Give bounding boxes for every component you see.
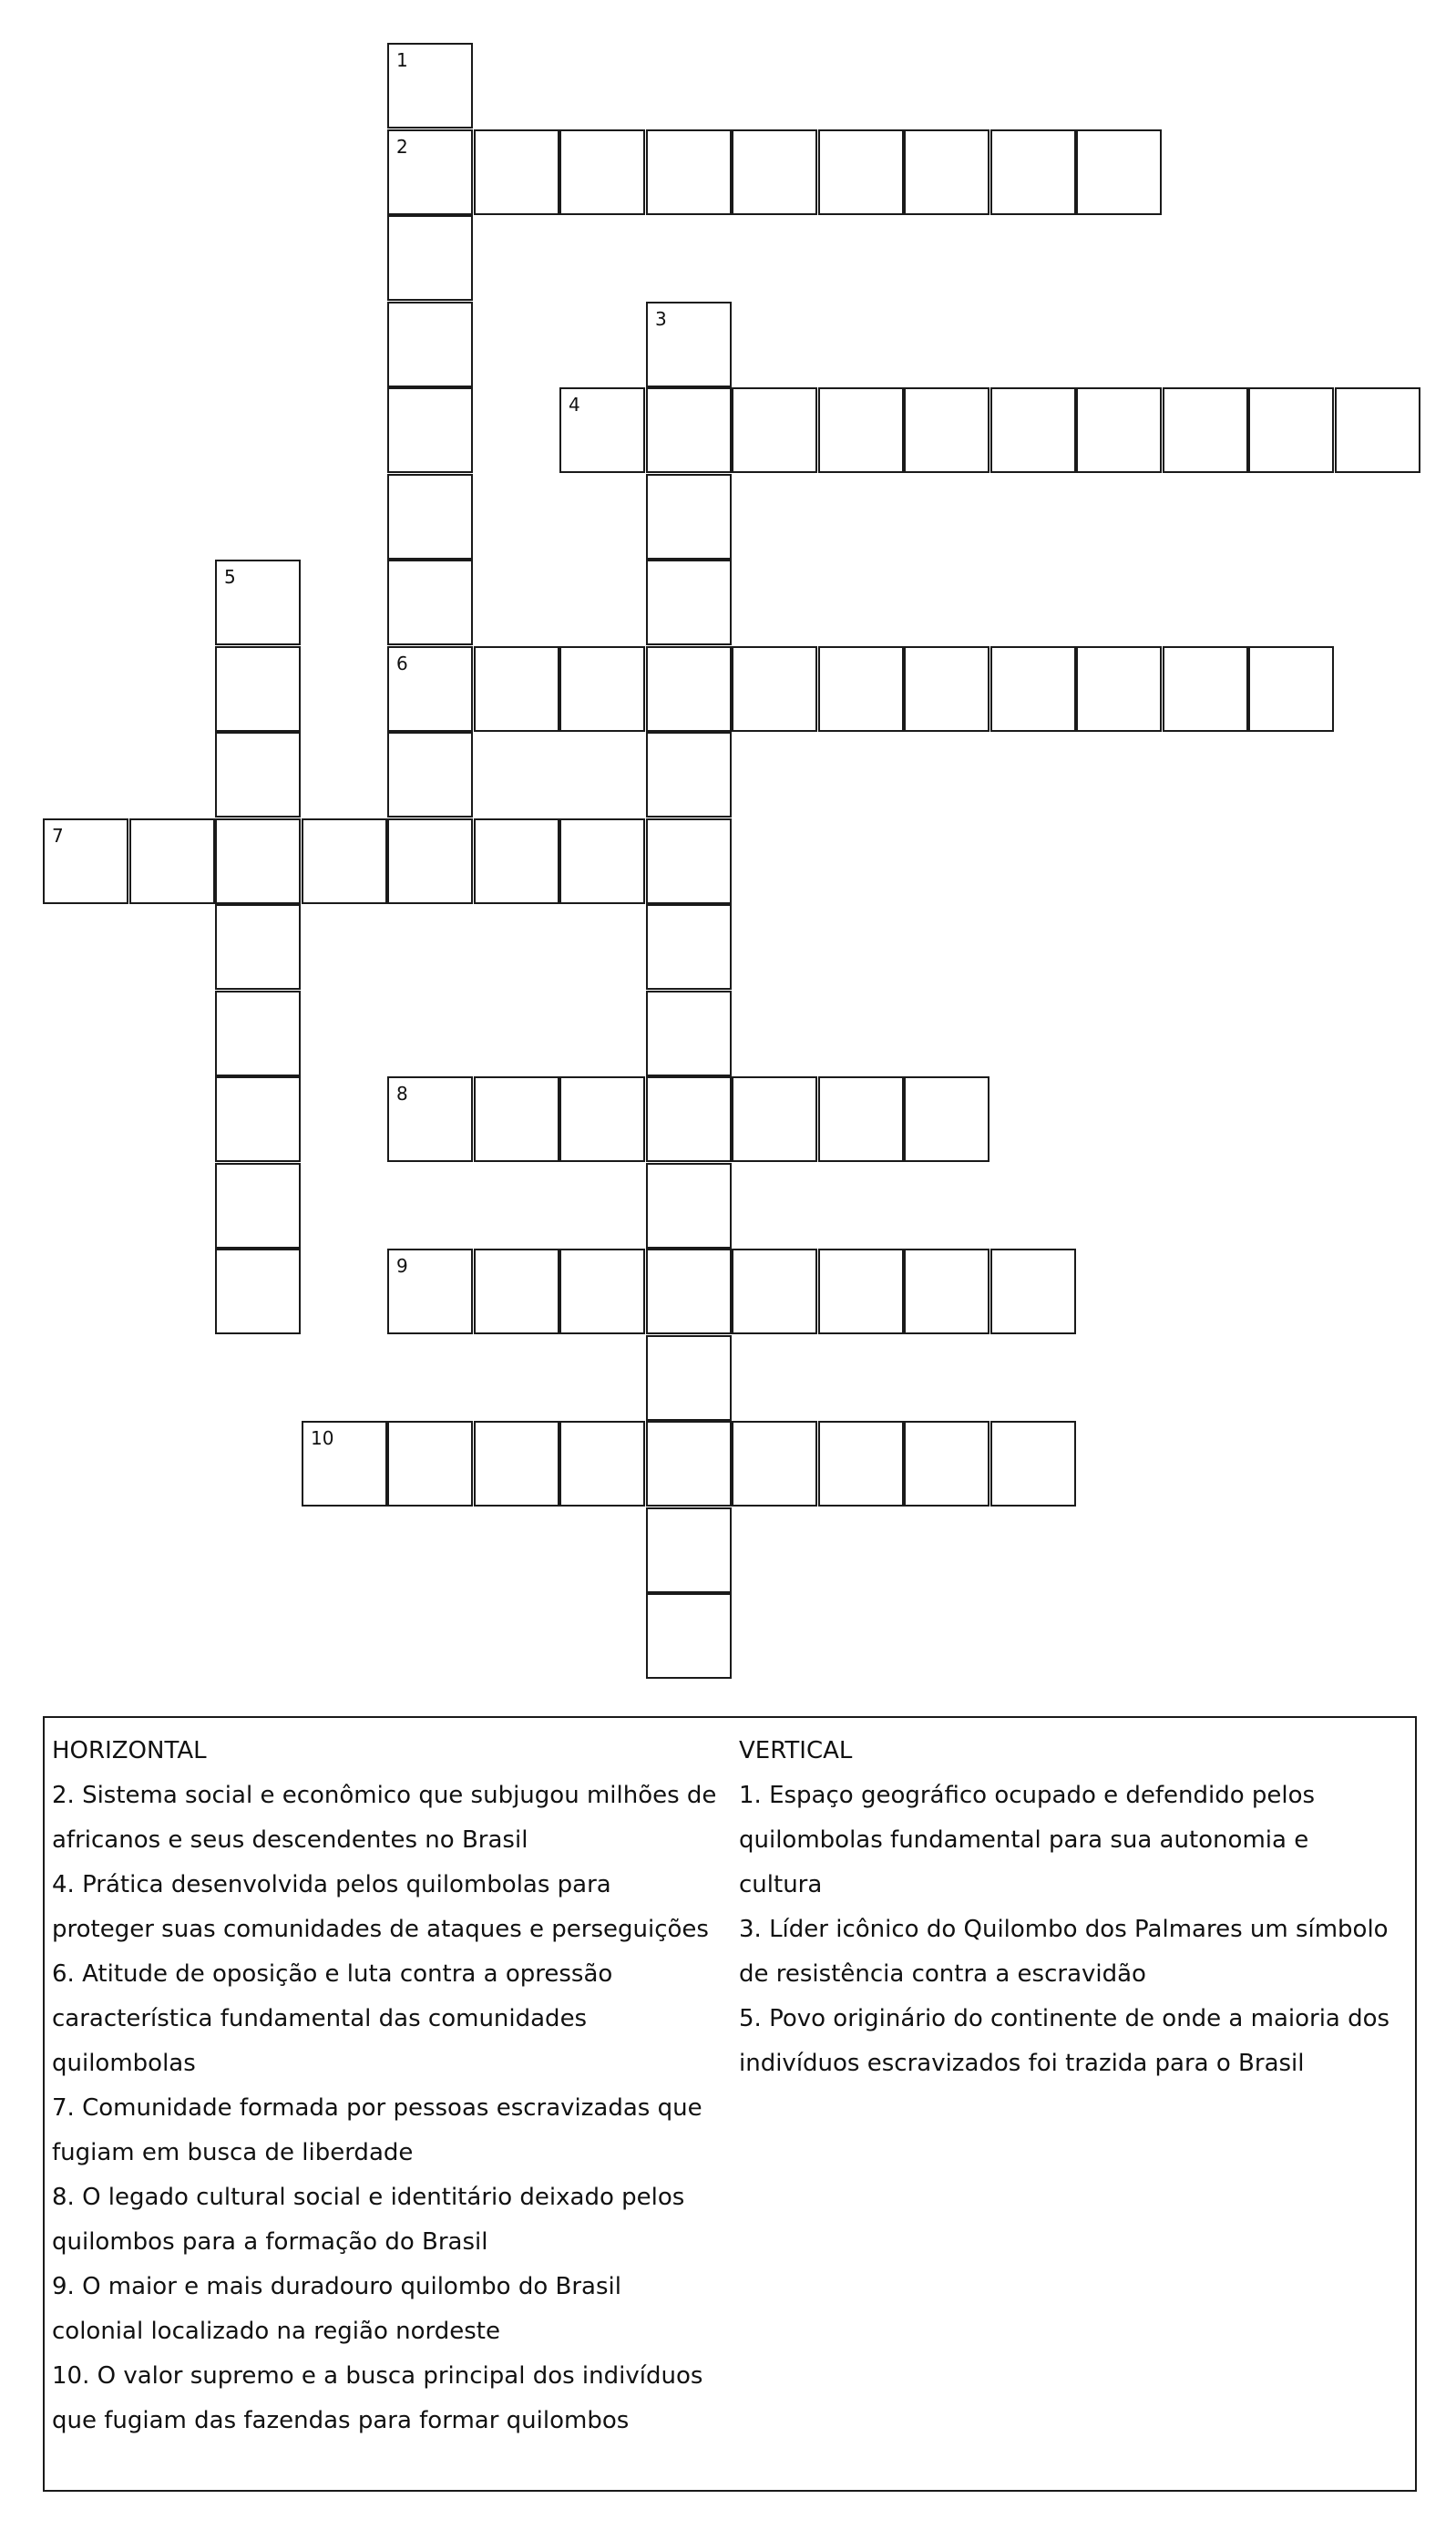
grid-cell[interactable] bbox=[387, 129, 473, 215]
grid-cell[interactable] bbox=[646, 818, 732, 904]
grid-cell[interactable] bbox=[1335, 387, 1420, 473]
grid-cell[interactable] bbox=[559, 1076, 645, 1162]
clue-line: proteger suas comunidades de ataques e perseguições bbox=[52, 1916, 709, 1943]
grid-cell[interactable] bbox=[1163, 387, 1248, 473]
grid-cell[interactable] bbox=[646, 646, 732, 732]
clue-line: indivíduos escravizados foi trazida para o Brasil bbox=[739, 2050, 1305, 2077]
grid-cell[interactable] bbox=[646, 129, 732, 215]
grid-cell[interactable] bbox=[904, 1421, 989, 1507]
grid-cell[interactable] bbox=[215, 1076, 301, 1162]
grid-cell[interactable] bbox=[387, 1249, 473, 1334]
clue-line: que fugiam das fazendas para formar quilombos bbox=[52, 2407, 630, 2434]
grid-cell[interactable] bbox=[387, 474, 473, 560]
grid-cell[interactable] bbox=[990, 387, 1076, 473]
grid-cell[interactable] bbox=[732, 646, 817, 732]
clue-line: 3. Líder icônico do Quilombo dos Palmares um símbolo bbox=[739, 1916, 1389, 1943]
grid-cell[interactable] bbox=[474, 1076, 559, 1162]
grid-cell[interactable] bbox=[818, 1249, 904, 1334]
grid-cell[interactable] bbox=[387, 302, 473, 387]
grid-cell[interactable] bbox=[215, 1163, 301, 1249]
grid-cell[interactable] bbox=[474, 1421, 559, 1507]
clue-number: 6 bbox=[396, 653, 408, 674]
grid-cell[interactable] bbox=[732, 1076, 817, 1162]
grid-cell[interactable] bbox=[904, 1076, 989, 1162]
grid-cell[interactable] bbox=[990, 1249, 1076, 1334]
grid-cell[interactable] bbox=[646, 1335, 732, 1421]
grid-cell[interactable] bbox=[387, 215, 473, 301]
grid-cell[interactable] bbox=[818, 1076, 904, 1162]
clue-number: 10 bbox=[311, 1427, 334, 1449]
clue-line: africanos e seus descendentes no Brasil bbox=[52, 1826, 528, 1854]
grid-cell[interactable] bbox=[474, 129, 559, 215]
grid-cell[interactable] bbox=[387, 818, 473, 904]
horizontal-clues bbox=[52, 1729, 763, 2443]
clue-line: de resistência contra a escravidão bbox=[739, 1960, 1146, 1988]
grid-cell[interactable] bbox=[990, 129, 1076, 215]
grid-cell[interactable] bbox=[215, 732, 301, 818]
grid-cell[interactable] bbox=[474, 646, 559, 732]
grid-cell[interactable] bbox=[732, 387, 817, 473]
grid-cell[interactable] bbox=[646, 387, 732, 473]
clue-line: fugiam em busca de liberdade bbox=[52, 2139, 414, 2166]
grid-cell[interactable] bbox=[215, 560, 301, 645]
grid-cell[interactable] bbox=[559, 646, 645, 732]
clue-line: 1. Espaço geográfico ocupado e defendido pelos bbox=[739, 1782, 1316, 1809]
clue-line: quilombolas fundamental para sua autonomia e bbox=[739, 1826, 1309, 1854]
grid-cell[interactable] bbox=[215, 1249, 301, 1334]
grid-cell[interactable] bbox=[387, 732, 473, 818]
grid-cell[interactable] bbox=[129, 818, 215, 904]
grid-cell[interactable] bbox=[990, 1421, 1076, 1507]
clue-line: 6. Atitude de oposição e luta contra a opressão bbox=[52, 1960, 613, 1988]
grid-cell[interactable] bbox=[646, 1507, 732, 1593]
grid-cell[interactable] bbox=[818, 1421, 904, 1507]
grid-cell[interactable] bbox=[559, 818, 645, 904]
grid-cell[interactable] bbox=[215, 818, 301, 904]
grid-cell[interactable] bbox=[559, 129, 645, 215]
clue-number: 8 bbox=[396, 1083, 408, 1105]
clue-number: 2 bbox=[396, 136, 408, 158]
grid-cell[interactable] bbox=[904, 1249, 989, 1334]
grid-cell[interactable] bbox=[387, 1421, 473, 1507]
grid-cell[interactable] bbox=[990, 646, 1076, 732]
grid-cell[interactable] bbox=[215, 991, 301, 1076]
clue-line: 2. Sistema social e econômico que subjugou milhões de bbox=[52, 1782, 717, 1809]
grid-cell[interactable] bbox=[387, 646, 473, 732]
clue-number: 1 bbox=[396, 49, 408, 71]
clue-number: 7 bbox=[52, 825, 64, 847]
grid-cell[interactable] bbox=[732, 129, 817, 215]
clue-number: 9 bbox=[396, 1255, 408, 1277]
horizontal-clue-list bbox=[52, 1774, 763, 2443]
grid-cell[interactable] bbox=[646, 1249, 732, 1334]
vertical-heading: VERTICAL bbox=[739, 1737, 853, 1764]
clue-line: 4. Prática desenvolvida pelos quilombolas para bbox=[52, 1871, 611, 1898]
grid-cell[interactable] bbox=[646, 904, 732, 990]
grid-cell[interactable] bbox=[646, 1593, 732, 1679]
grid-cell[interactable] bbox=[43, 818, 128, 904]
grid-cell[interactable] bbox=[559, 1421, 645, 1507]
clues-box bbox=[43, 1716, 1417, 2492]
grid-cell[interactable] bbox=[387, 43, 473, 129]
grid-cell[interactable] bbox=[474, 818, 559, 904]
grid-cell[interactable] bbox=[1163, 646, 1248, 732]
grid-cell[interactable] bbox=[559, 387, 645, 473]
grid-cell[interactable] bbox=[646, 1163, 732, 1249]
grid-cell[interactable] bbox=[302, 818, 387, 904]
grid-cell[interactable] bbox=[302, 1421, 387, 1507]
grid-cell[interactable] bbox=[646, 732, 732, 818]
grid-cell[interactable] bbox=[1248, 646, 1334, 732]
grid-cell[interactable] bbox=[904, 646, 989, 732]
grid-cell[interactable] bbox=[1248, 387, 1334, 473]
grid-cell[interactable] bbox=[646, 560, 732, 645]
clue-line: colonial localizado na região nordeste bbox=[52, 2318, 500, 2345]
grid-cell[interactable] bbox=[387, 560, 473, 645]
grid-cell[interactable] bbox=[646, 474, 732, 560]
vertical-clue-list bbox=[739, 1774, 1413, 2086]
grid-cell[interactable] bbox=[387, 1076, 473, 1162]
horizontal-heading: HORIZONTAL bbox=[52, 1737, 207, 1764]
grid-cell[interactable] bbox=[646, 1076, 732, 1162]
grid-cell[interactable] bbox=[215, 646, 301, 732]
grid-cell[interactable] bbox=[646, 991, 732, 1076]
clue-line: cultura bbox=[739, 1871, 823, 1898]
clue-line: 5. Povo originário do continente de onde a maioria dos bbox=[739, 2005, 1390, 2032]
grid-cell[interactable] bbox=[646, 302, 732, 387]
clue-line: quilombos para a formação do Brasil bbox=[52, 2228, 488, 2256]
clue-number: 4 bbox=[569, 394, 580, 416]
grid-cell[interactable] bbox=[904, 387, 989, 473]
grid-cell[interactable] bbox=[818, 646, 904, 732]
grid-cell[interactable] bbox=[646, 1421, 732, 1507]
clue-line: 8. O legado cultural social e identitário deixado pelos bbox=[52, 2184, 685, 2211]
vertical-clues bbox=[739, 1729, 1413, 2086]
grid-cell[interactable] bbox=[732, 1421, 817, 1507]
clue-line: 7. Comunidade formada por pessoas escravizadas que bbox=[52, 2094, 702, 2122]
clue-number: 5 bbox=[224, 566, 236, 588]
grid-cell[interactable] bbox=[474, 1249, 559, 1334]
grid-cell[interactable] bbox=[1076, 387, 1162, 473]
clue-number: 3 bbox=[655, 308, 667, 330]
clue-line: 9. O maior e mais duradouro quilombo do Brasil bbox=[52, 2273, 621, 2300]
grid-cell[interactable] bbox=[732, 1249, 817, 1334]
grid-cell[interactable] bbox=[818, 387, 904, 473]
grid-cell[interactable] bbox=[904, 129, 989, 215]
grid-cell[interactable] bbox=[818, 129, 904, 215]
grid-cell[interactable] bbox=[1076, 129, 1162, 215]
grid-cell[interactable] bbox=[559, 1249, 645, 1334]
clue-line: quilombolas bbox=[52, 2050, 196, 2077]
grid-cell[interactable] bbox=[1076, 646, 1162, 732]
clue-line: característica fundamental das comunidades bbox=[52, 2005, 588, 2032]
grid-cell[interactable] bbox=[215, 904, 301, 990]
grid-cell[interactable] bbox=[387, 387, 473, 473]
clue-line: 10. O valor supremo e a busca principal dos indivíduos bbox=[52, 2362, 703, 2390]
